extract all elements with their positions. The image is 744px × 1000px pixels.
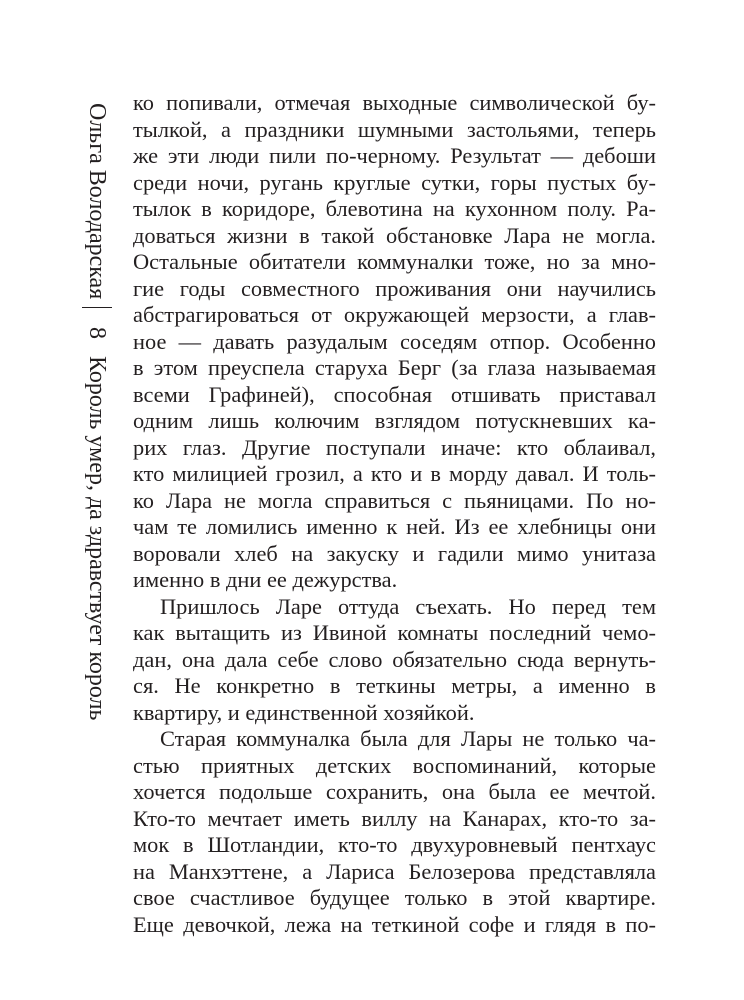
text-line: стью приятных детских воспоминаний, которые	[133, 752, 656, 778]
text-line: абстрагироваться от окружающей мерзости, а глав-	[133, 302, 656, 327]
text-line: тылкой, а праздники шумными застольями, теперь	[133, 116, 656, 142]
text-line: ное — давать разудалым соседям отпор. Особенно	[133, 328, 656, 354]
text-line: доваться жизни в такой обстановке Лара не могла.	[133, 222, 656, 248]
text-line: одним лишь колючим взглядом потускневших ка-	[133, 408, 656, 433]
running-head-author: Ольга Володарская	[84, 103, 110, 300]
running-head-title: Король умер, да здравствует король	[84, 356, 110, 721]
text-line: воровали хлеб на закуску и гадили мимо унитаза	[133, 540, 656, 566]
text-line: мок в Шотландии, кто-то двухуровневый пентхаус	[133, 832, 656, 857]
text-line: рих глаз. Другие поступали иначе: кто облаивал,	[133, 434, 656, 460]
text-line: ко Лара не могла справиться с пьяницами. По но-	[133, 487, 656, 513]
text-line: в этом преуспела старуха Берг (за глаза называемая	[133, 355, 656, 380]
text-line: ся. Не конкретно в теткины метры, а именно в	[133, 673, 656, 698]
text-line: среди ночи, ругань круглые сутки, горы пустых бу-	[133, 169, 656, 195]
page-number: 8	[84, 327, 110, 339]
text-line: гие годы совместного проживания они научились	[133, 275, 656, 301]
paragraph-end-line: именно в дни ее дежурства.	[133, 567, 398, 592]
running-head-divider	[82, 307, 112, 308]
text-line: хочется подольше сохранить, она была ее мечтой.	[133, 779, 656, 804]
text-line: Остальные обитатели коммуналки тоже, но за мно-	[133, 249, 656, 274]
paragraph-first-line: Старая коммуналка была для Лары не только ча-	[160, 726, 656, 751]
text-line: ко попивали, отмечая выходные символической бу-	[133, 90, 656, 115]
text-line: же эти люди пили по-черному. Результат — дебоши	[133, 143, 656, 168]
text-line: дан, она дала себе слово обязательно сюда вернуть-	[133, 646, 656, 672]
text-line: свое счастливое будущее только в этой квартире.	[133, 885, 656, 910]
text-line: Еще девочкой, лежа на теткиной софе и глядя в по-	[133, 911, 656, 937]
text-line: Кто-то мечтает иметь виллу на Канарах, кто-то за-	[133, 805, 656, 831]
paragraph-end-line: квартиру, и единственной хозяйкой.	[133, 699, 475, 725]
text-line: тылок в коридоре, блевотина на кухонном полу. Ра-	[133, 196, 656, 221]
text-line: как вытащить из Ивиной комнаты последний чемо-	[133, 620, 656, 645]
body-text	[133, 90, 656, 938]
text-line: чам те ломились именно к ней. Из ее хлебницы они	[133, 514, 656, 539]
running-head	[82, 103, 112, 773]
text-line: всеми Графиней), способная отшивать приставал	[133, 381, 656, 407]
paragraph-first-line: Пришлось Ларе оттуда съехать. Но перед тем	[160, 593, 656, 619]
text-line: на Манхэттене, а Лариса Белозерова представляла	[133, 858, 656, 884]
text-line: кто милицией грозил, а кто и в морду давал. И толь-	[133, 461, 656, 486]
